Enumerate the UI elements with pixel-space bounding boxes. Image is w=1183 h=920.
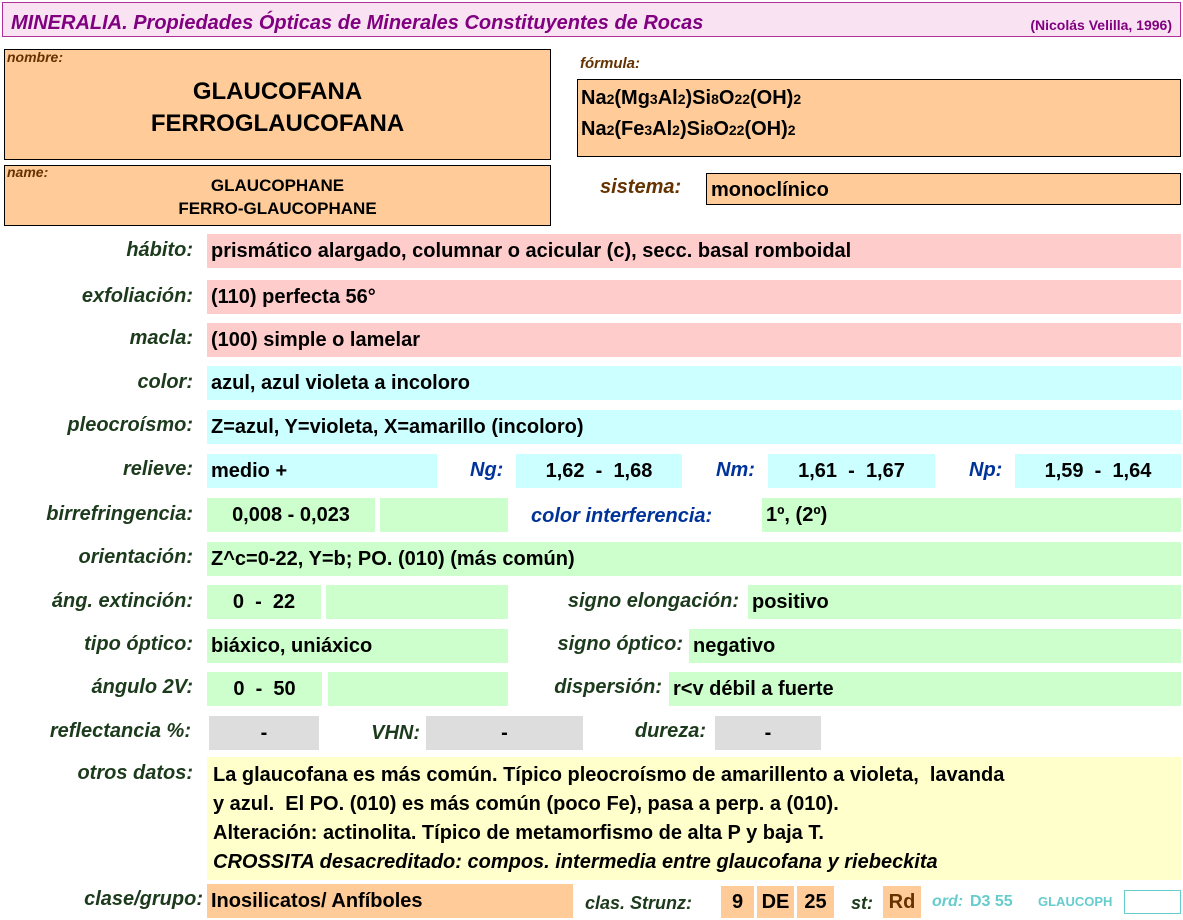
ng-label: Ng: [470, 459, 504, 481]
otros-line-1: La glaucofana es más común. Típico pleocroísmo de amarillento a violeta, lavanda [213, 764, 1005, 786]
code-input[interactable] [1124, 890, 1181, 914]
birrefringencia-label: birrefringencia: [46, 503, 193, 525]
nombre-values [5, 76, 550, 140]
tipo-optico-label: tipo óptico: [84, 633, 193, 655]
exfoliacion-label: exfoliación: [81, 285, 193, 307]
name-values [5, 174, 550, 220]
pleocroismo-value: Z=azul, Y=violeta, X=amarillo (incoloro) [207, 410, 1181, 444]
formula-caption: fórmula: [580, 55, 640, 72]
habito-value: prismático alargado, columnar o acicular (c), secc. basal romboidal [207, 234, 1181, 268]
dureza-label: dureza: [634, 720, 706, 742]
mineral-code: GLAUCOPH [1038, 894, 1113, 909]
strunz-value-2: DE [757, 886, 794, 918]
color-interferencia-label: color interferencia: [531, 505, 713, 527]
signo-optico-label: signo óptico: [557, 633, 683, 655]
formula-box [577, 79, 1181, 157]
st-label: st: [851, 893, 873, 913]
signo-optico-value: negativo [689, 629, 1181, 663]
author-citation: (Nicolás Velilla, 1996) [1030, 17, 1172, 33]
angulo-2v-label: ángulo 2V: [91, 676, 193, 698]
tipo-optico-value: biáxico, uniáxico [207, 629, 508, 663]
otros-line-4: CROSSITA desacreditado: compos. intermedia entre glaucofana y riebeckita [213, 851, 938, 873]
nombre-caption: nombre: [7, 49, 63, 65]
signo-elongacion-label: signo elongación: [567, 590, 739, 612]
pleocroismo-label: pleocroísmo: [67, 414, 193, 436]
strunz-label: clas. Strunz: [585, 893, 693, 913]
otros-line-2: y azul. El PO. (010) es más común (poco Fe), pasa a perp. a (010). [213, 793, 839, 815]
relieve-label: relieve: [122, 458, 193, 480]
extincion-label: áng. extinción: [51, 590, 193, 612]
title-bar [2, 2, 1181, 37]
birrefringencia-extra [380, 498, 508, 532]
reflectancia-label: reflectancia %: [49, 720, 191, 742]
strunz-value-3: 25 [797, 886, 834, 918]
color-label: color: [137, 371, 193, 393]
otros-datos-label: otros datos: [77, 762, 193, 784]
nombre-line-1: GLAUCOFANA [192, 78, 363, 105]
relieve-value: medio + [207, 454, 437, 488]
signo-elongacion-value: positivo [748, 585, 1181, 619]
exfoliacion-value: (110) perfecta 56° [207, 280, 1181, 314]
angulo-2v-value: 0 - 50 [207, 672, 322, 706]
extincion-extra [326, 585, 508, 619]
np-value: 1,59 - 1,64 [1015, 454, 1181, 488]
nombre-box [4, 49, 551, 160]
birrefringencia-value: 0,008 - 0,023 [207, 498, 375, 532]
ord-label: ord: [932, 893, 964, 910]
otros-line-3: Alteración: actinolita. Típico de metamorfismo de alta P y baja T. [213, 822, 824, 844]
habito-label: hábito: [126, 239, 193, 261]
clase-label: clase/grupo: [84, 888, 203, 910]
orientacion-label: orientación: [78, 546, 193, 568]
dispersion-value: r<v débil a fuerte [669, 672, 1181, 706]
dispersion-label: dispersión: [554, 676, 662, 698]
macla-value: (100) simple o lamelar [207, 323, 1181, 357]
name-line-2: FERRO-GLAUCOPHANE [178, 199, 377, 218]
ng-value: 1,62 - 1,68 [516, 454, 682, 488]
nombre-line-2: FERROGLAUCOFANA [150, 110, 405, 137]
dureza-value: - [715, 716, 821, 750]
np-label: Np: [969, 459, 1003, 481]
vhn-label: VHN: [371, 722, 420, 744]
vhn-value: - [426, 716, 583, 750]
macla-label: macla: [129, 327, 193, 349]
sistema-value: monoclínico [706, 173, 1181, 205]
name-box [4, 165, 551, 226]
angulo-2v-extra [328, 672, 508, 706]
st-value: Rd [883, 886, 921, 918]
clase-value: Inosilicatos/ Anfíboles [207, 884, 573, 918]
extincion-value: 0 - 22 [207, 585, 321, 619]
otros-datos-box [207, 757, 1181, 880]
name-line-1: GLAUCOPHANE [210, 176, 345, 195]
sistema-label: sistema: [600, 176, 682, 198]
page-title: MINERALIA. Propiedades Ópticas de Minerales Constituyentes de Rocas [11, 12, 704, 34]
formula-line-1: Na2(Mg3Al2)Si8O22(OH)2 [581, 87, 802, 109]
color-interferencia-value: 1º, (2º) [762, 498, 1181, 532]
name-caption: name: [7, 164, 49, 180]
ord-value: D3 55 [970, 893, 1013, 910]
nm-value: 1,61 - 1,67 [768, 454, 935, 488]
color-value: azul, azul violeta a incoloro [207, 366, 1181, 400]
formula-line-2: Na2(Fe3Al2)Si8O22(OH)2 [581, 118, 796, 140]
orientacion-value: Z^c=0-22, Y=b; PO. (010) (más común) [207, 542, 1181, 576]
reflectancia-value: - [209, 716, 319, 750]
strunz-value-1: 9 [721, 886, 754, 918]
nm-label: Nm: [716, 459, 755, 481]
